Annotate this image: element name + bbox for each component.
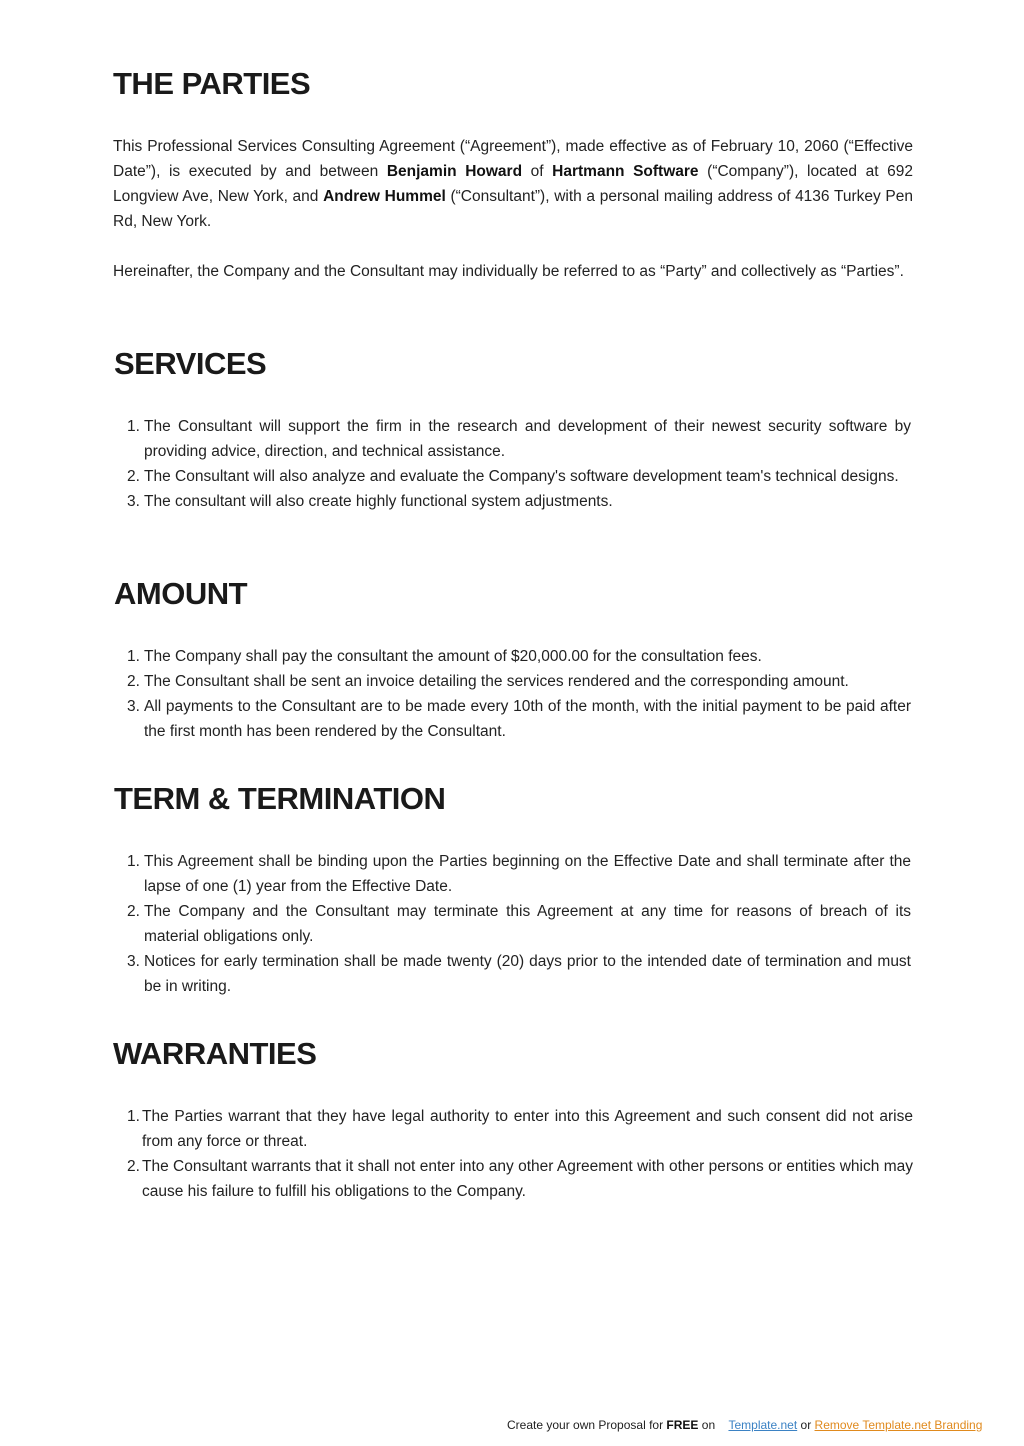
list-item (113, 414, 911, 464)
footer-prefix: Create your own Proposal for (507, 1418, 667, 1432)
footer-or: or (797, 1418, 815, 1432)
list-text: The Parties warrant that they have legal authority to enter into this Agreement and such consent did not arise from any force or threat. (142, 1108, 913, 1150)
list-number: 1. (127, 1108, 140, 1125)
list-item (113, 949, 911, 999)
list-item (113, 489, 911, 514)
heading-the-parties: THE PARTIES (113, 66, 311, 101)
list-number: 3. (127, 493, 140, 510)
footer-branding (507, 1418, 982, 1432)
services-list (113, 414, 911, 514)
company-name: Hartmann Software (552, 163, 699, 180)
remove-branding-link[interactable]: Remove Template.net Branding (814, 1418, 983, 1432)
list-text: The Company shall pay the consultant the amount of $20,000.00 for the consultation fees. (144, 648, 762, 665)
list-item (113, 849, 911, 899)
list-number: 2. (127, 673, 140, 690)
list-number: 2. (127, 1158, 140, 1175)
heading-services: SERVICES (114, 346, 267, 381)
parties-text-2: of (522, 163, 553, 180)
list-text: The Company and the Consultant may terminate this Agreement at any time for reasons of breach of its material obligations only. (144, 903, 911, 945)
warranties-list (113, 1104, 913, 1204)
list-number: 2. (127, 903, 140, 920)
list-number: 2. (127, 468, 140, 485)
parties-text-4: (“Consultant”), with a personal mailing address of 4136 Turkey Pen Rd, New York. (113, 188, 913, 230)
list-item (113, 464, 911, 489)
heading-warranties: WARRANTIES (113, 1036, 317, 1071)
list-item (113, 694, 911, 744)
list-text: The consultant will also create highly functional system adjustments. (144, 493, 613, 510)
footer-free: FREE (666, 1418, 699, 1432)
parties-paragraph-1 (113, 134, 913, 234)
list-number: 1. (127, 853, 140, 870)
list-item (113, 1104, 913, 1154)
party-name-benjamin: Benjamin Howard (386, 163, 523, 180)
list-text: The Consultant warrants that it shall not enter into any other Agreement with other persons or entities which may cause his failure to fulfill his obligations to the Company. (142, 1158, 913, 1200)
list-number: 3. (127, 953, 140, 970)
list-text: All payments to the Consultant are to be made every 10th of the month, with the initial payment to be paid after the first month has been rendered by the Consultant. (144, 698, 911, 740)
list-text: The Consultant shall be sent an invoice detailing the services rendered and the corresponding amount. (144, 673, 849, 690)
list-text: The Consultant will also analyze and evaluate the Company's software development team's technical designs. (144, 468, 899, 485)
heading-amount: AMOUNT (114, 576, 248, 611)
parties-text-1: This Professional Services Consulting Agreement (“Agreement”), made effective as of February 10, 2060 (“Effective Date”), is executed by and between (113, 138, 913, 180)
footer-on: on (698, 1418, 719, 1432)
list-text: Notices for early termination shall be made twenty (20) days prior to the intended date of termination and must be in writing. (144, 953, 911, 995)
party-name-andrew: Andrew Hummel (323, 188, 446, 205)
parties-paragraph-2: Hereinafter, the Company and the Consultant may individually be referred to as “Party” and collectively as “Parties”. (113, 263, 904, 280)
list-number: 1. (127, 418, 140, 435)
list-item (113, 899, 911, 949)
list-text: This Agreement shall be binding upon the Parties beginning on the Effective Date and shall terminate after the lapse of one (1) year from the Effective Date. (144, 853, 911, 895)
amount-list (113, 644, 911, 744)
list-item (113, 1154, 913, 1204)
heading-term-termination: TERM & TERMINATION (114, 781, 446, 816)
list-number: 1. (127, 648, 140, 665)
template-net-link[interactable]: Template.net (728, 1418, 798, 1432)
parties-text-3: (“Company”), located at 692 Longview Ave, New York, and (113, 163, 913, 205)
term-list (113, 849, 911, 999)
list-item (113, 644, 911, 669)
list-item (113, 669, 911, 694)
list-number: 3. (127, 698, 140, 715)
list-text: The Consultant will support the firm in the research and development of their newest security software by providing advice, direction, and technical assistance. (144, 418, 911, 460)
